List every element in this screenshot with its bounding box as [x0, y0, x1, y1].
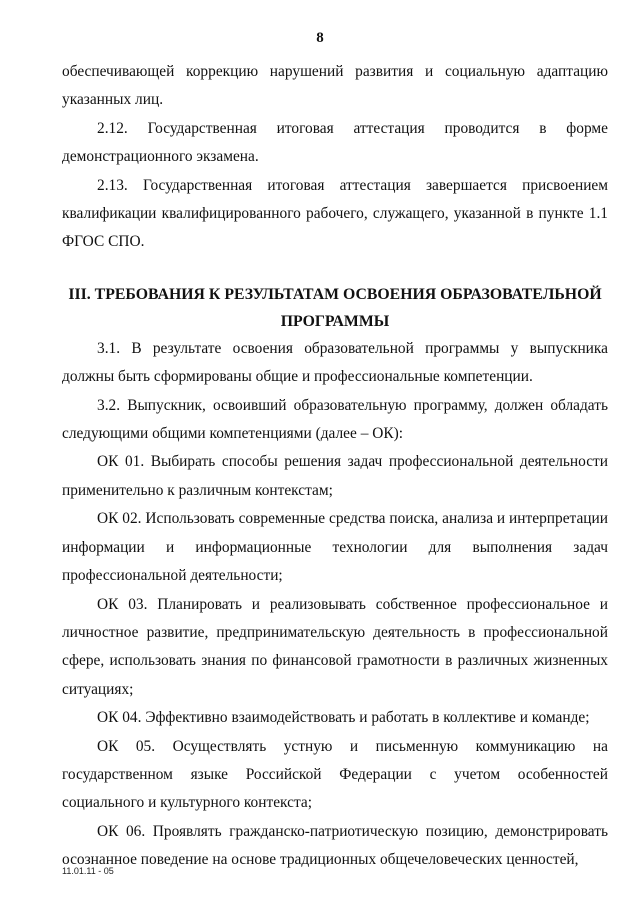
paragraph-3-2: 3.2. Выпускник, освоивший образовательную программу, должен обладать следующими общими компетенциями (далее – ОК): — [62, 396, 608, 443]
section-heading: III. ТРЕБОВАНИЯ К РЕЗУЛЬТАТАМ ОСВОЕНИЯ ОБРАЗОВАТЕЛЬНОЙ ПРОГРАММЫ — [68, 285, 602, 330]
paragraph-3-1: 3.1. В результате освоения образовательной программы у выпускника должны быть сформированы общие и профессиональные компетенции. — [62, 339, 608, 386]
paragraph-ok-02: ОК 02. Использовать современные средства поиска, анализа и интерпретации информации и информационные технологии для выполнения задач профессиональной деятельности; — [62, 510, 608, 585]
paragraph-ok-04: ОК 04. Эффективно взаимодействовать и работать в коллективе и команде; — [97, 709, 590, 727]
paragraph-2-13: 2.13. Государственная итоговая аттестация завершается присвоением квалификации квалифицированного рабочего, служащего, указанной в пункте 1.1 ФГОС СПО. — [62, 176, 608, 251]
paragraph-ok-03: ОК 03. Планировать и реализовывать собственное профессиональное и личностное развитие, предпринимательскую деятельность в профессиональной сфере, использовать знания по финансовой грамотности в различных жизненных ситуациях; — [62, 595, 608, 698]
paragraph-ok-01: ОК 01. Выбирать способы решения задач профессиональной деятельности применительно к различным контекстам; — [62, 453, 608, 499]
paragraph-continuation: обеспечивающей коррекцию нарушений развития и социальную адаптацию указанных лиц. — [62, 63, 608, 109]
paragraph-ok-05: ОК 05. Осуществлять устную и письменную коммуникацию на государственном языке Российской Федерации с учетом особенностей социального и культурного контекста; — [62, 737, 608, 812]
page-content — [62, 58, 608, 875]
paragraph-ok-06: ОК 06. Проявлять гражданско-патриотическую позицию, демонстрировать осознанное поведение на основе традиционных общечеловеческих ценностей, — [62, 822, 608, 869]
page-number: 8 — [316, 30, 324, 46]
paragraph-2-12: 2.12. Государственная итоговая аттестация проводится в форме демонстрационного экзамена. — [62, 119, 608, 166]
footer-document-code: 11.01.11 - 05 — [62, 866, 114, 876]
